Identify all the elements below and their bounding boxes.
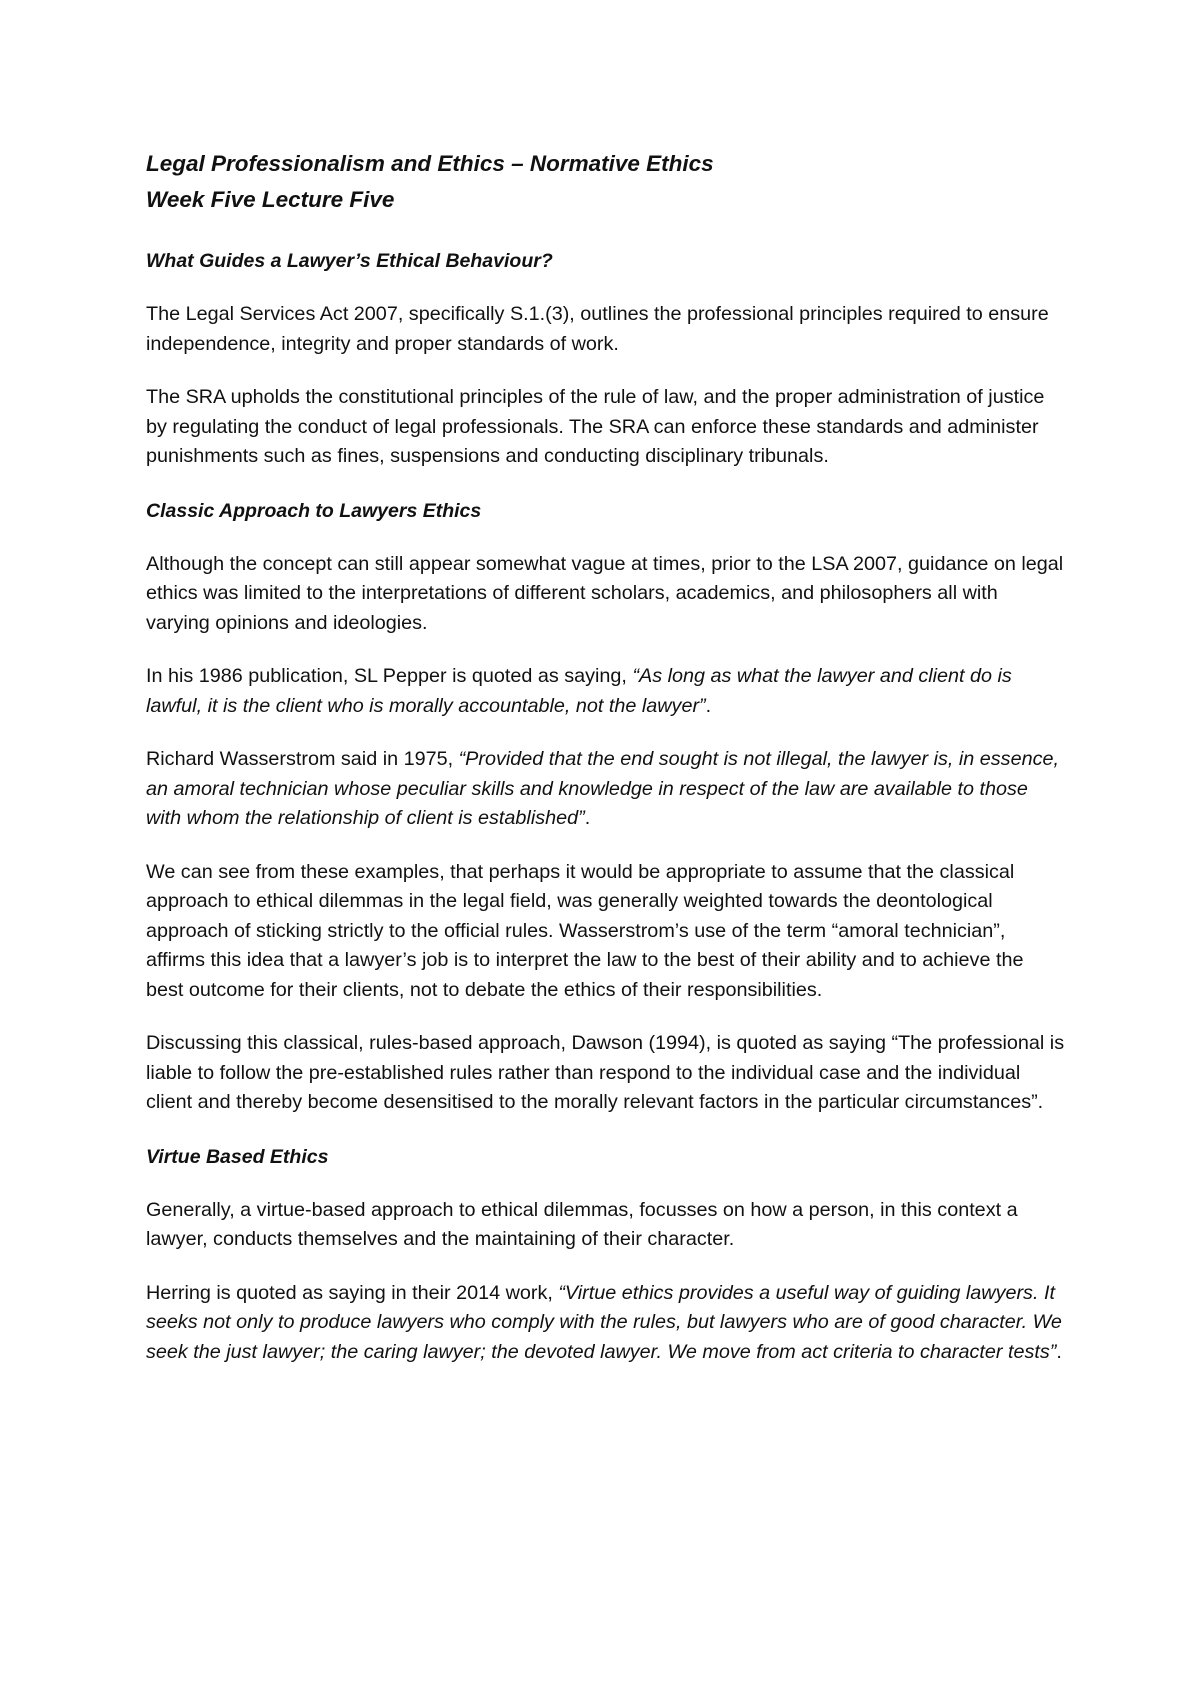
- section-heading-virtue-ethics: Virtue Based Ethics: [146, 1145, 329, 1168]
- wasserstrom-intro: Richard Wasserstrom said in 1975,: [146, 748, 459, 770]
- document-page: [146, 146, 1066, 1367]
- pepper-end: .: [705, 694, 712, 717]
- paragraph-pepper-quote: [146, 662, 1066, 721]
- wasserstrom-quote: “Provided that the end sought is not illegal, the lawyer is, in essence, an amoral technician whose peculiar skills and knowledge in respect of the law are available to those with whom the relationship of client is established”: [146, 748, 1059, 829]
- pepper-quote: “As long as what the lawyer and client do is lawful, it is the client who is morally accountable, not the lawyer”: [146, 665, 1012, 717]
- document-subtitle: Week Five Lecture Five: [146, 187, 395, 212]
- paragraph-herring-quote: [146, 1279, 1066, 1368]
- paragraph-lsa-background: Although the concept can still appear somewhat vague at times, prior to the LSA 2007, guidance on legal ethics was limited to the interpretations of different scholars, academics, and philosophers all with varying opinions and ideologies.: [146, 552, 1064, 634]
- paragraph-deontological-analysis: We can see from these examples, that perhaps it would be appropriate to assume that the classical approach to ethical dilemmas in the legal field, was generally weighted towards the deontological approach of sticking strictly to the official rules. Wasserstrom’s use of the term “amoral technician”, affirms this idea that a lawyer’s job is to interpret the law to the best of their ability and to achieve the best outcome for their clients, not to debate the ethics of their responsibilities.: [146, 860, 1024, 1001]
- document-title: Legal Professionalism and Ethics – Normative Ethics: [146, 151, 714, 176]
- herring-intro: Herring is quoted as saying in their 2014 work,: [146, 1281, 559, 1304]
- paragraph-legal-services-act: The Legal Services Act 2007, specifically S.1.(3), outlines the professional principles required to ensure independence, integrity and proper standards of work.: [146, 303, 1049, 355]
- herring-quote: “Virtue ethics provides a useful way of guiding lawyers. It seeks not only to produce lawyers who comply with the rules, but lawyers who are of good character. We seek the just lawyer; the caring lawyer; the devoted lawyer. We move from act criteria to character tests”: [146, 1281, 1062, 1363]
- paragraph-wasserstrom-quote: [146, 745, 1066, 834]
- herring-end: .: [1056, 1340, 1062, 1363]
- section-heading-classic-approach: Classic Approach to Lawyers Ethics: [146, 499, 482, 522]
- section-heading-ethical-behaviour: What Guides a Lawyer’s Ethical Behaviour?: [146, 250, 553, 272]
- pepper-intro: In his 1986 publication, SL Pepper is quoted as saying,: [146, 665, 633, 687]
- paragraph-sra: The SRA upholds the constitutional principles of the rule of law, and the proper administration of justice by regulating the conduct of legal professionals. The SRA can enforce these standards and administer punishments such as fines, suspensions and conducting disciplinary tribunals.: [146, 386, 1045, 467]
- paragraph-virtue-approach: Generally, a virtue-based approach to ethical dilemmas, focusses on how a person, in this context a lawyer, conducts themselves and the maintaining of their character.: [146, 1198, 1018, 1250]
- paragraph-dawson-quote: Discussing this classical, rules-based approach, Dawson (1994), is quoted as saying “The professional is liable to follow the pre-established rules rather than respond to the individual case and the individual client and thereby become desensitised to the morally relevant factors in the particular circumstances”.: [146, 1032, 1065, 1113]
- wasserstrom-end: .: [584, 807, 591, 829]
